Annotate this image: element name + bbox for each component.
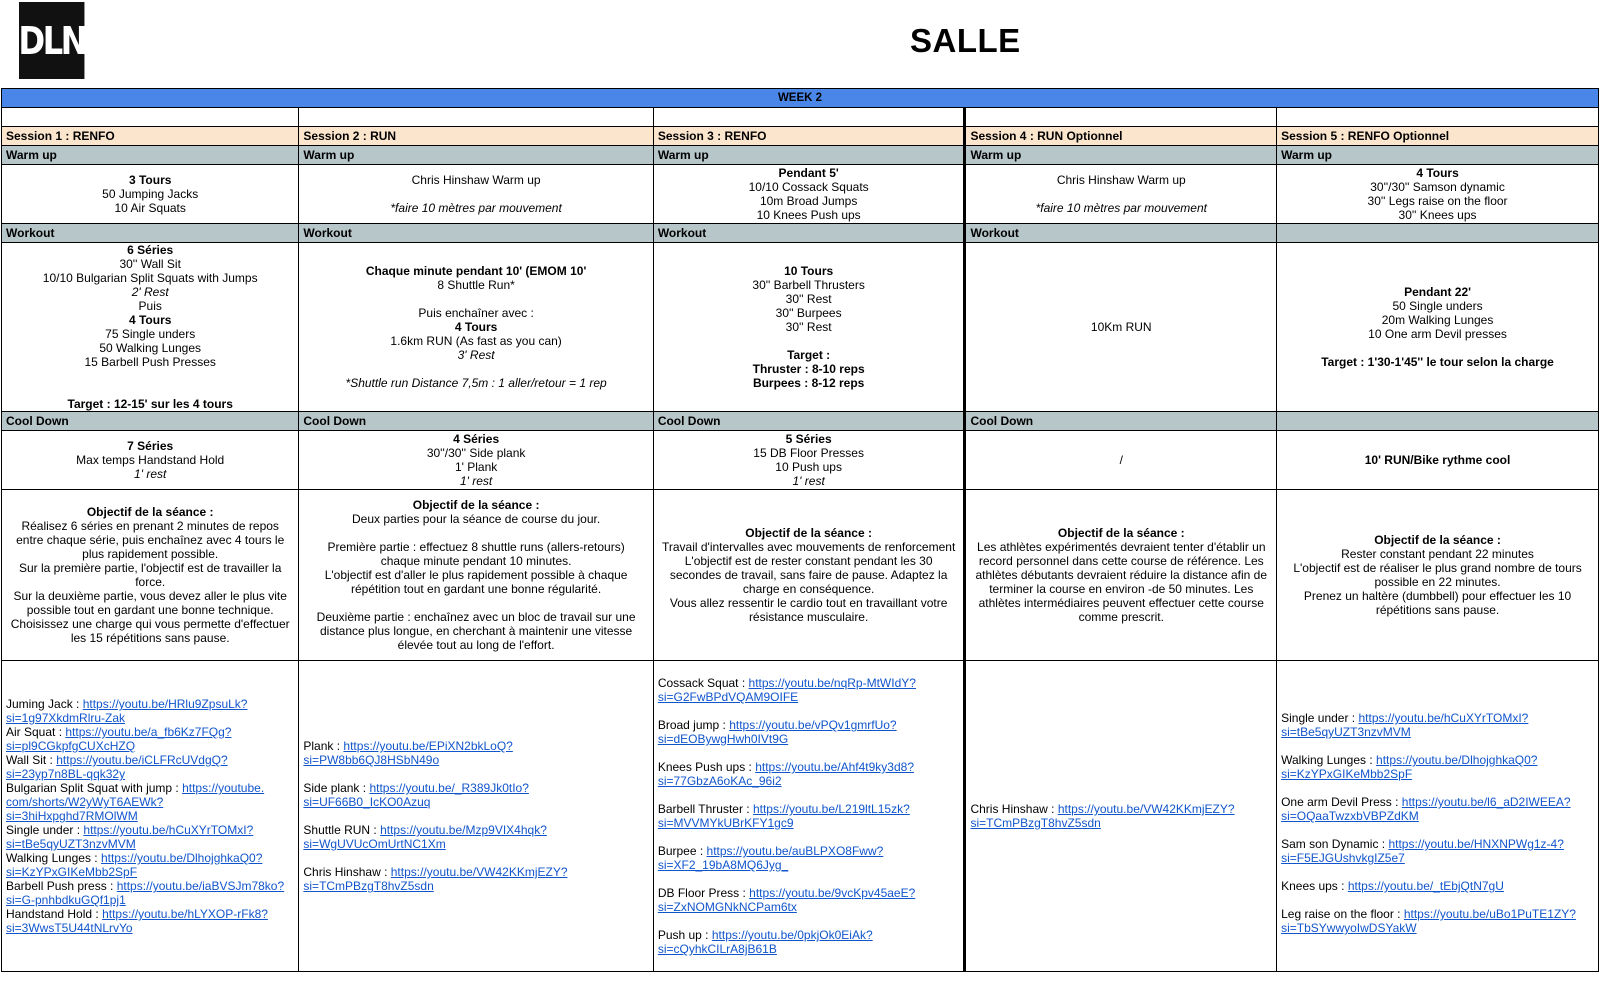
video-link-entry [303,865,648,893]
text-line: élevée tout au long de l'effort. [397,638,555,652]
video-link-entry [658,718,960,746]
warmup-cell [1277,165,1599,224]
text-line: Choisissez une charge qui vous permette d'effectuer [10,617,290,631]
text-line: 30'' Burpees [775,306,842,320]
text-line: Objectif de la séance : [1374,533,1501,547]
text-line: 1' rest [459,474,493,488]
link-text[interactable]: https://youtu.be/DlhojghkaQ0? [100,851,263,865]
exercise-label: Bulgarian Split Squat with jump : [6,781,183,795]
links-cell [965,661,1277,972]
text-line: Target : 1'30-1'45'' le tour selon la charge [1321,355,1554,369]
warmup-label: Warm up [299,146,653,165]
spacer [1281,739,1594,753]
link-text[interactable]: si=G-pnhbdkuGQf1pj1 [6,893,126,907]
text-line: 8 Shuttle Run* [437,278,515,292]
links-cell [653,661,965,972]
text-line: 5 Séries [785,432,832,446]
links-cell [2,661,299,972]
exercise-label: Shuttle RUN : [303,823,381,837]
text-line [658,334,960,348]
text-line: plus rapidement possible. [82,547,219,561]
text-line: 10/10 Cossack Squats [748,180,869,194]
text-line [303,596,648,610]
text-line: Rester constant pendant 22 minutes [1341,547,1534,561]
text-line: Objectif de la séance : [1057,526,1185,540]
exercise-label: Barbell Push press : [6,879,117,893]
session-title: Session 2 : RUN [299,127,653,146]
exercise-label: Wall Sit : [6,753,57,767]
exercise-label: Leg raise on the floor : [1281,907,1404,921]
text-line: 50 Walking Lunges [99,341,201,355]
link-text[interactable]: si=tBe5qyUZT3nzvMVM [6,837,136,851]
link-text[interactable]: https://youtu.be/HRlu9ZpsuLk? [82,697,248,711]
link-text[interactable]: https://youtu.be/DlhojghkaQ0? [1376,753,1538,767]
cooldown-label: Cool Down [299,412,653,431]
video-link-entry [658,844,960,872]
text-line: 15 DB Floor Presses [753,446,864,460]
exercise-label: Chris Hinshaw : [970,802,1058,816]
text-line: 75 Single unders [105,327,196,341]
video-link-entry [303,739,648,767]
text-line: 6 Séries [127,243,174,257]
spacer [1281,697,1594,711]
link-text[interactable]: si=UF66B0_IcKO0Azuq [303,795,431,809]
text-line: 10 Tours [784,264,834,278]
text-line: secondes de travail, sans faire de pause. Adaptez la [669,568,948,582]
video-link-entry [6,823,294,851]
text-line: Les athlètes expérimentés devraient tenter d'établir un [977,540,1266,554]
text-line: *faire 10 mètres par mouvement [390,201,562,215]
video-link-entry [6,907,294,935]
exercise-label: Cossack Squat : [657,676,749,690]
link-text[interactable]: si=dEOBywgHwh0IVt9G [657,732,789,746]
video-link-entry [6,697,294,725]
workout-cell [965,243,1277,412]
text-line: 20m Walking Lunges [1381,313,1494,327]
text-line: répétition tout en gardant une bonne régularité. [351,582,602,596]
workout-label: Workout [653,224,965,243]
exercise-label: One arm Devil Press : [1281,795,1402,809]
link-text[interactable]: si=KzYPxGIKeMbb2SpF [6,865,138,879]
text-line: chaque minute pendant 10 minutes. [380,554,572,568]
text-line [1281,341,1594,355]
text-line: Prenez un haltère (dumbbell) pour effectuer les 10 [1303,589,1572,603]
exercise-label: Broad jump : [657,718,730,732]
cooldown-cell [965,431,1277,490]
text-line: 10m Broad Jumps [759,194,858,208]
text-line: répétitions sans pause. [1375,603,1500,617]
program-table [1,88,1599,972]
video-link-entry [1281,795,1594,823]
workout-label: Workout [965,224,1277,243]
text-line: Objectif de la séance : [745,526,872,540]
text-line: *Shuttle run Distance 7,5m : 1 aller/retour = 1 rep [345,376,607,390]
link-text[interactable]: https://youtu.be/VW42KKmjEZY? [1057,802,1235,816]
video-link-entry [658,886,960,914]
exercise-label: Air Squat : [6,725,66,739]
link-text[interactable]: si=WgUVUcOmUrtNC1Xm [303,837,446,851]
text-line: athlètes débutants devraient réduire la distance afin de [975,568,1268,582]
logo: DLN [19,2,84,79]
link-text[interactable]: https://youtu.be/9vcKpv45aeE? [749,886,916,900]
text-line: 4 Séries [453,432,500,446]
link-text[interactable]: https://youtu.be/a_fb6Kz7FQg? [65,725,232,739]
workout-cell [299,243,653,412]
exercise-label: Side plank : [303,781,370,795]
video-link-entry [1281,837,1594,865]
objective-cell [299,490,653,661]
exercise-label: Push up : [657,928,712,942]
text-line: force. [135,575,166,589]
objective-cell [653,490,965,661]
link-text[interactable]: https://youtu.be/hLYXOP-rFk8? [102,907,268,921]
text-line: 30'' Rest [785,292,832,306]
text-line: 30'' Knees ups [1398,208,1477,222]
text-line: 3' Rest [457,348,495,362]
link-text[interactable]: https://youtu.be/uBo1PuTE1ZY? [1403,907,1576,921]
text-line: charge en conséquence. [742,582,875,596]
spacer [1281,823,1594,837]
text-line: L'objectif est de réaliser le plus grand nombre de tours [1293,561,1582,575]
exercise-label: Walking Lunges : [1281,753,1377,767]
exercise-label: Juming Jack : [6,697,83,711]
cooldown-cell [2,431,299,490]
link-text[interactable]: https://youtu.be/iCLFRcUVdgQ? [56,753,228,767]
text-line: Pendant 22' [1404,285,1471,299]
link-text[interactable]: si=TCmPBzgT8hvZ5sdn [970,816,1101,830]
workout-label: Workout [299,224,653,243]
video-link-entry [1281,907,1594,935]
text-line: Chris Hinshaw Warm up [411,173,541,187]
link-text[interactable]: si=G2FwBPdVQAM9OIFE [657,690,799,704]
warmup-cell [965,165,1277,224]
objective-cell [965,490,1277,661]
blank-row [2,108,1599,127]
spacer [658,746,960,760]
text-line: 30'' Legs raise on the floor [1367,194,1508,208]
link-text[interactable]: https://youtu.be/l6_aD2IWEEA? [1401,795,1571,809]
text-line [303,187,648,201]
link-text[interactable]: si=XF2_19bA8MQ6Jyg_ [657,858,789,872]
text-line: Travail d'intervalles avec mouvements de renforcement [661,540,956,554]
session-title: Session 3 : RENFO [653,127,965,146]
exercise-label: Chris Hinshaw : [303,865,391,879]
warmup-label: Warm up [2,146,299,165]
text-line: Première partie : effectuez 8 shuttle runs (allers-retours) [327,540,625,554]
exercise-label: Burpee : [657,844,707,858]
link-text[interactable]: com/shorts/W2yWyT6AEWk? [6,795,164,809]
youtube-link[interactable] [1348,879,1504,893]
session-title: Session 1 : RENFO [2,127,299,146]
text-line [970,187,1272,201]
link-text[interactable]: si=OQaaTwzxbVBPZdKM [1281,809,1419,823]
text-line: Deuxième partie : enchaînez avec un bloc de travail sur une [316,610,636,624]
workout-label [1277,224,1599,243]
video-link-entry [303,823,648,851]
warmup-label: Warm up [965,146,1277,165]
text-line: résistance musculaire. [748,610,869,624]
week-header: WEEK 2 [2,89,1599,108]
text-line: distance plus longue, en cherchant à maintenir une vitesse [320,624,633,638]
link-text[interactable]: https://youtu.be/Mzp9VIX4hqk? [380,823,547,837]
link-text[interactable]: si=KzYPxGIKeMbb2SpF [1281,767,1413,781]
text-line: 10 One arm Devil presses [1368,327,1507,341]
session-title: Session 4 : RUN Optionnel [965,127,1277,146]
video-link-entry [658,802,960,830]
text-line: 15 Barbell Push Presses [84,355,216,369]
text-line: record personnel dans cette course de référence. Les [978,554,1264,568]
link-text[interactable]: https://youtu.be/iaBVSJm78ko? [116,879,285,893]
link-text[interactable]: si=1g97XkdmRlru-Zak [6,711,126,725]
video-link-entry [1281,753,1594,781]
text-line: 1' rest [792,474,825,488]
text-line: Sur la première partie, l'objectif est de travailler la [18,561,282,575]
warmup-label: Warm up [1277,146,1599,165]
link-text[interactable]: si=tBe5qyUZT3nzvMVM [1281,725,1411,739]
spacer [1281,781,1594,795]
link-text[interactable]: si=TCmPBzgT8hvZ5sdn [303,879,434,893]
text-line: Burpees : 8-12 reps [752,376,865,390]
workout-cell [653,243,965,412]
link-text[interactable]: https://youtu.be/HNXNPWg1z-4? [1388,837,1564,851]
workout-cell [2,243,299,412]
text-line: 10 Push ups [775,460,842,474]
link-text[interactable]: si=MVVMYkUBrKFY1gc9 [657,816,794,830]
text-line [303,526,648,540]
text-line: les 15 répétitions sans pause. [70,631,230,645]
text-line: 7 Séries [127,439,174,453]
link-text[interactable]: si=23yp7n8BL-qqk32y [6,767,126,781]
text-line: Target : 12-15' sur les 4 tours [67,397,233,411]
text-line: 50 Single unders [1392,299,1483,313]
text-line: 1' rest [134,467,167,481]
link-text[interactable]: https://youtu.be/Ahf4t9ky3d8? [755,760,914,774]
exercise-label: DB Floor Press : [657,886,750,900]
video-link-entry [6,725,294,753]
link-text[interactable]: https://youtu.be/VW42KKmjEZY? [390,865,568,879]
link-text[interactable]: si=3WwsT5U44tNLrvYo [6,921,133,935]
text-line: 30''/30'' Samson dynamic [1370,180,1505,194]
spacer [303,851,648,865]
text-line [6,369,294,383]
link-text[interactable]: https://youtu.be/hCuXYrTOMxI? [83,823,254,837]
text-line: Puis [138,299,162,313]
text-line: Sur la deuxième partie, vous devez aller le plus vite [13,589,287,603]
links-cell [299,661,653,972]
link-text[interactable]: https://youtu.be/auBLPXO8Fww? [706,844,884,858]
exercise-label: Plank : [303,739,344,753]
video-link-entry [658,928,960,956]
text-line: 2' Rest [131,285,169,299]
spacer [303,809,648,823]
cooldown-label: Cool Down [2,412,299,431]
text-line [303,292,648,306]
text-line: possible en 22 minutes. [1374,575,1501,589]
text-line: 10 Knees Push ups [756,208,861,222]
text-line: 1.6km RUN (As fast as you can) [390,334,562,348]
link-text[interactable]: si=F5EJGUshvkgIZ5e7 [1281,851,1405,865]
text-line: 4 Tours [1416,166,1459,180]
video-link-entry [1281,711,1594,739]
workout-label: Workout [2,224,299,243]
cooldown-cell [299,431,653,490]
text-line: entre chaque série, puis enchaînez avec 4 tours le [16,533,285,547]
link-text[interactable]: https://youtu.be/_tEbjQtN7gU [1347,879,1504,893]
exercise-label: Single under : [6,823,84,837]
link-text[interactable]: https://youtu.be/nqRp-MtWIdY? [748,676,916,690]
exercise-label: Single under : [1281,711,1359,725]
exercise-label: Knees ups : [1281,879,1348,893]
text-line: Objectif de la séance : [86,505,214,519]
spacer [658,704,960,718]
video-link-entry [6,753,294,781]
text-line: Pendant 5' [778,166,839,180]
exercise-label: Walking Lunges : [6,851,101,865]
link-text[interactable]: si=ZxNOMGNkNCPam6tx [657,900,797,914]
link-text[interactable]: https://youtu.be/EPiXN2bkLoQ? [343,739,513,753]
text-line: 30'' Barbell Thrusters [752,278,865,292]
warmup-label: Warm up [653,146,965,165]
text-line: Réalisez 6 séries en prenant 2 minutes de repos [21,519,279,533]
spacer [658,788,960,802]
text-line: 50 Jumping Jacks [102,187,199,201]
link-text[interactable]: si=TbSYwwyoIwDSYakW [1281,921,1417,935]
text-line: possible tout en gardant une bonne technique. [26,603,274,617]
link-text[interactable]: https://youtu.be/hCuXYrTOMxI? [1358,711,1529,725]
text-line: Objectif de la séance : [412,498,540,512]
session-title: Session 5 : RENFO Optionnel [1277,127,1599,146]
exercise-label: Knees Push ups : [657,760,756,774]
warmup-cell [653,165,965,224]
cooldown-label [1277,412,1599,431]
text-line: Vous allez ressentir le cardio tout en travaillant votre [669,596,948,610]
link-text[interactable]: https://youtu.be/0pkjOk0EiAk? [711,928,873,942]
cooldown-label: Cool Down [965,412,1277,431]
link-text[interactable]: https://youtu.be/L219ltL15zk? [752,802,910,816]
cooldown-label: Cool Down [653,412,965,431]
link-text[interactable]: si=pl9CGkpfgCUXcHZQ [6,739,136,753]
spacer [658,872,960,886]
video-link-entry [303,781,648,809]
text-line: L'objectif est d'aller le plus rapidement possible à chaque [324,568,628,582]
exercise-label: Barbell Thruster : [657,802,753,816]
cooldown-cell [653,431,965,490]
workout-cell [1277,243,1599,412]
spacer [1281,865,1594,879]
text-line: 4 Tours [454,320,498,334]
video-link-entry [658,676,960,704]
text-line: Max temps Handstand Hold [76,453,225,467]
text-line: terminer la course en environ -de 50 minutes. Les [989,582,1254,596]
spacer [1281,893,1594,907]
spacer [303,767,648,781]
spacer [658,830,960,844]
video-link-entry [6,781,294,823]
text-line: 4 Tours [128,313,172,327]
warmup-cell [2,165,299,224]
text-line: 30''/30'' Side plank [426,446,526,460]
link-text[interactable]: https://youtu.be/vPQv1gmrfUo? [729,718,897,732]
video-link-entry [1281,879,1594,893]
links-cell [1277,661,1599,972]
page-title: SALLE [910,22,1021,59]
text-line: comme prescrit. [1078,610,1164,624]
video-link-entry [658,760,960,788]
text-line [303,362,648,376]
video-link-entry [970,802,1272,830]
text-line: 10Km RUN [1090,320,1152,334]
text-line [6,383,294,397]
link-text[interactable]: si=PW8bb6QJ8HSbN49o [303,753,440,767]
text-line: 1' Plank [454,460,498,474]
exercise-label: Handstand Hold : [6,907,103,921]
text-line: Thruster : 8-10 reps [752,362,865,376]
video-link-entry [6,879,294,907]
text-line: athlètes intermédiaires peuvent effectuer cette course [978,596,1264,610]
link-text[interactable]: https://youtu.be/_R389Jk0tIo? [369,781,529,795]
text-line: 10' RUN/Bike rythme cool [1364,453,1511,467]
objective-cell [1277,490,1599,661]
text-line: L'objectif est de rester constant pendant les 30 [684,554,933,568]
text-line: 10/10 Bulgarian Split Squats with Jumps [42,271,258,285]
link-text[interactable]: si=77GbzA6oKAc_96i2 [657,774,782,788]
video-link-entry [6,851,294,879]
text-line: 30'' Wall Sit [119,257,181,271]
cooldown-cell [1277,431,1599,490]
link-text[interactable]: si=3hiHxpghd7RMOlWM [6,809,138,823]
link-text[interactable]: si=cQyhkCILrA8jB61B [657,942,777,956]
text-line: *faire 10 mètres par mouvement [1035,201,1207,215]
text-line: 10 Air Squats [114,201,186,215]
warmup-cell [299,165,653,224]
text-line: Deux parties pour la séance de course du jour. [352,512,601,526]
text-line: 3 Tours [128,173,172,187]
text-line: Chris Hinshaw Warm up [1056,173,1186,187]
text-line: 30'' Rest [785,320,832,334]
objective-cell [2,490,299,661]
text-line: Puis enchaîner avec : [418,306,534,320]
text-line: Chaque minute pendant 10' (EMOM 10' [365,264,587,278]
text-line: Target : [787,348,831,362]
link-text[interactable]: https://youtube. [182,781,265,795]
spacer [658,914,960,928]
text-line: / [1119,453,1123,467]
exercise-label: Sam son Dynamic : [1281,837,1389,851]
